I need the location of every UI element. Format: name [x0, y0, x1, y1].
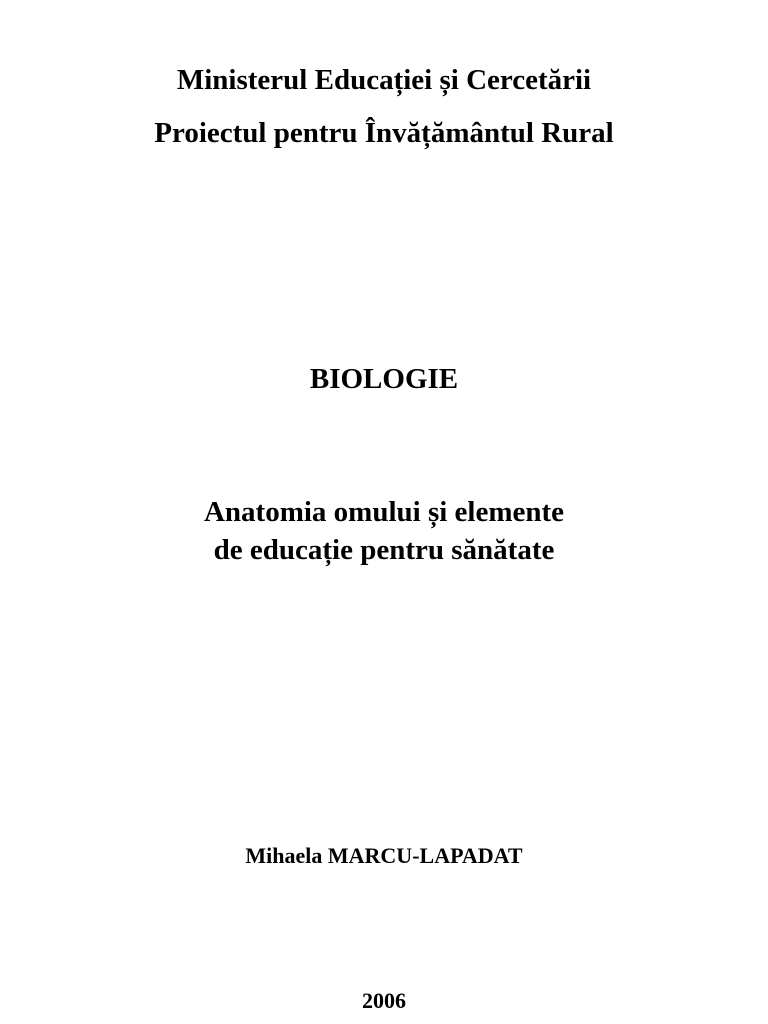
document-title-line-2: de educație pentru sănătate: [213, 534, 555, 566]
publication-year: 2006: [362, 988, 406, 1013]
ministry-name: Ministerul Educației și Cercetării: [176, 64, 592, 96]
document-title-line-1: Anatomia omului și elemente: [203, 496, 565, 528]
subject-heading: BIOLOGIE: [309, 363, 459, 395]
author-name: Mihaela MARCU-LAPADAT: [245, 843, 523, 868]
project-name: Proiectul pentru Învățământul Rural: [154, 117, 614, 149]
